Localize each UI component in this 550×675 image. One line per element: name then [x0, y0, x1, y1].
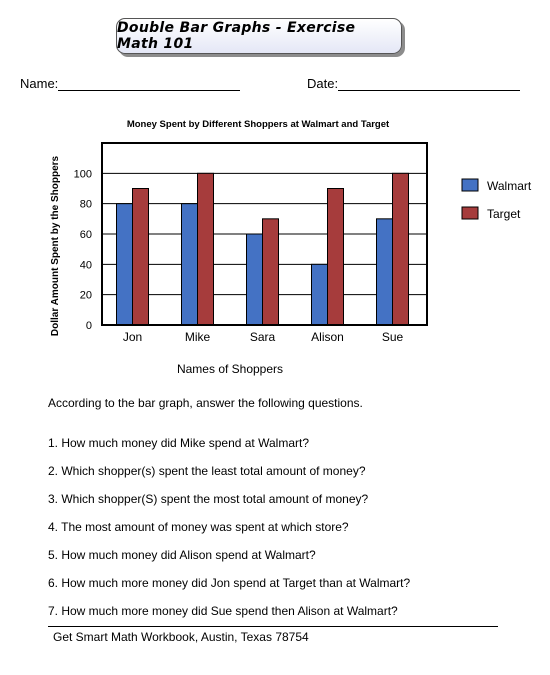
x-tick-label: Sara: [249, 330, 276, 344]
x-tick-label: Mike: [184, 330, 211, 344]
legend-label: Target: [487, 207, 521, 221]
y-tick-labels: [74, 168, 92, 332]
chart-bars: [117, 173, 409, 325]
chart-title: Money Spent by Different Shoppers at Walmart and Target: [126, 119, 390, 130]
y-tick-label: 100: [73, 168, 92, 181]
name-blank-line[interactable]: [58, 77, 240, 91]
bar-target-sue: [393, 173, 409, 325]
x-tick-label: Alison: [311, 330, 344, 344]
date-blank-line[interactable]: [338, 77, 520, 91]
legend-swatch: [462, 179, 478, 191]
legend-swatch: [462, 207, 478, 219]
double-bar-chart: [0, 110, 550, 380]
bar-walmart-mike: [182, 204, 198, 325]
question-item: 6. How much more money did Jon spend at Target than at Walmart?: [48, 576, 411, 590]
x-tick-label: Sue: [381, 330, 404, 344]
question-item: 2. Which shopper(s) spent the least total amount of money?: [48, 464, 366, 478]
name-field[interactable]: [20, 76, 240, 91]
y-tick-label: 20: [79, 289, 92, 302]
x-tick-labels: [123, 330, 404, 344]
question-item: 1. How much money did Mike spend at Walmart?: [48, 436, 309, 450]
legend-label: Walmart: [487, 179, 532, 193]
question-list: [48, 436, 410, 632]
x-axis-label: Names of Shoppers: [176, 362, 284, 376]
bar-walmart-sue: [377, 219, 393, 325]
instructions: According to the bar graph, answer the following questions.: [48, 396, 363, 410]
bar-target-mike: [198, 173, 214, 325]
bar-target-jon: [133, 189, 149, 326]
question-item: 5. How much money did Alison spend at Walmart?: [48, 548, 316, 562]
bar-walmart-alison: [312, 264, 328, 325]
question-item: 3. Which shopper(S) spent the most total amount of money?: [48, 492, 369, 506]
y-tick-label: 80: [79, 198, 92, 211]
date-field[interactable]: [307, 76, 520, 91]
date-label: Date:: [307, 76, 339, 91]
chart-legend: [462, 179, 532, 221]
bar-target-alison: [328, 189, 344, 326]
name-label: Name:: [20, 76, 59, 91]
question-item: 4. The most amount of money was spent at which store?: [48, 520, 349, 534]
y-tick-label: 60: [79, 229, 92, 241]
x-tick-label: Jon: [122, 330, 143, 344]
y-tick-label: 40: [79, 259, 92, 272]
question-item: 7. How much more money did Sue spend then Alison at Walmart?: [48, 604, 398, 618]
title-banner: [116, 18, 402, 54]
bar-walmart-jon: [117, 204, 133, 325]
y-tick-label: 0: [85, 320, 92, 332]
worksheet-title: Double Bar Graphs - Exercise Math 101: [117, 20, 356, 52]
footer-credit: Get Smart Math Workbook, Austin, Texas 78754: [48, 626, 498, 644]
bar-target-sara: [263, 219, 279, 325]
y-axis-label: Dollar Amount Spent by the Shoppers: [50, 155, 61, 337]
bar-walmart-sara: [247, 234, 263, 325]
